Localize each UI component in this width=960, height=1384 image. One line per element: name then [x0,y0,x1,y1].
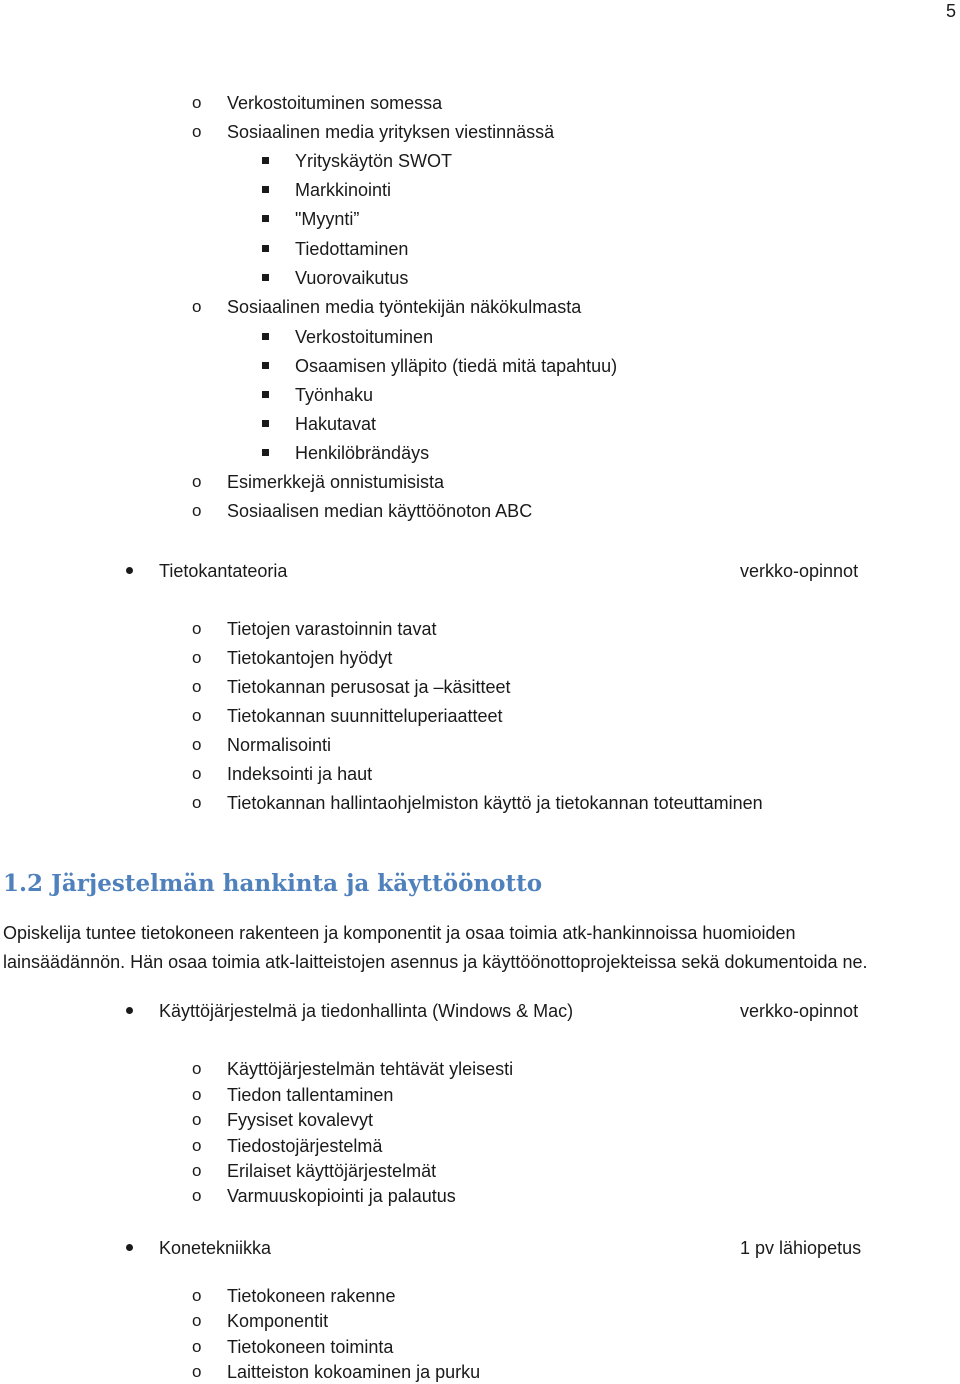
circle-bullet-icon: o [192,1362,202,1381]
circle-bullet-icon: o [192,735,202,754]
list-item: Markkinointi [295,180,392,200]
circle-bullet-icon: o [192,793,202,812]
section-title: Käyttöjärjestelmä ja tiedonhallinta (Windows & Mac) [159,1001,574,1021]
list-item: Tietokannan hallintaohjelmiston käyttö ja tietokannan toteuttaminen [227,793,763,813]
list-item: Esimerkkejä onnistumisista [227,472,445,492]
list-item: Henkilöbrändäys [295,443,430,463]
paragraph-line: lainsäädännön. Hän osaa toimia atk-laitteistojen asennus ja käyttöönottoprojekteissa sekä dokumentoida ne. [3,952,868,972]
list-item: Tiedottaminen [295,239,409,259]
square-bullet-icon [262,245,269,252]
bullet-dot-icon [126,1244,133,1251]
list-item: Laitteiston kokoaminen ja purku [227,1362,481,1382]
list-item: Yrityskäytön SWOT [295,151,453,171]
list-item: Tietokannan perusosat ja –käsitteet [227,677,511,697]
square-bullet-icon [262,186,269,193]
list-item: Tietokoneen rakenne [227,1286,396,1306]
list-item: Komponentit [227,1311,329,1331]
circle-bullet-icon: o [192,764,202,783]
circle-bullet-icon: o [192,706,202,725]
list-item: Indeksointi ja haut [227,764,373,784]
list-item: Tietokoneen toiminta [227,1337,394,1357]
circle-bullet-icon: o [192,1186,202,1205]
list-item: Sosiaalisen median käyttöönoton ABC [227,501,533,521]
square-bullet-icon [262,362,269,369]
list-item: Fyysiset kovalevyt [227,1110,374,1130]
circle-bullet-icon: o [192,1085,202,1104]
list-item: "Myynti” [295,209,360,229]
bullet-dot-icon [126,1007,133,1014]
page-number: 5 [945,1,956,21]
circle-bullet-icon: o [192,1136,202,1155]
square-bullet-icon [262,420,269,427]
section-title: Tietokantateoria [159,561,288,581]
list-item: Sosiaalinen media yrityksen viestinnässä [227,122,555,142]
circle-bullet-icon: o [192,501,202,520]
circle-bullet-icon: o [192,1286,202,1305]
section-mode: verkko-opinnot [740,1001,859,1021]
list-item: Tietokannan suunnitteluperiaatteet [227,706,503,726]
section-title: Konetekniikka [159,1238,272,1258]
circle-bullet-icon: o [192,1161,202,1180]
circle-bullet-icon: o [192,677,202,696]
circle-bullet-icon: o [192,93,202,112]
circle-bullet-icon: o [192,1059,202,1078]
list-item: Käyttöjärjestelmän tehtävät yleisesti [227,1059,514,1079]
paragraph-line: Opiskelija tuntee tietokoneen rakenteen ja komponentit ja osaa toimia atk-hankinnoissa huomioiden [3,923,796,943]
list-item: Vuorovaikutus [295,268,409,288]
circle-bullet-icon: o [192,648,202,667]
list-item: Sosiaalinen media työntekijän näkökulmasta [227,297,582,317]
list-item: Työnhaku [295,385,374,405]
list-item: Verkostoituminen [295,327,434,347]
square-bullet-icon [262,157,269,164]
list-item: Osaamisen ylläpito (tiedä mitä tapahtuu) [295,356,618,376]
bullet-dot-icon [126,567,133,574]
circle-bullet-icon: o [192,1311,202,1330]
list-item: Verkostoituminen somessa [227,93,443,113]
list-item: Tiedon tallentaminen [227,1085,394,1105]
square-bullet-icon [262,333,269,340]
square-bullet-icon [262,274,269,281]
square-bullet-icon [262,391,269,398]
list-item: Tiedostojärjestelmä [227,1136,383,1156]
square-bullet-icon [262,449,269,456]
circle-bullet-icon: o [192,1337,202,1356]
circle-bullet-icon: o [192,472,202,491]
section-mode: 1 pv lähiopetus [740,1238,862,1258]
circle-bullet-icon: o [192,122,202,141]
circle-bullet-icon: o [192,1110,202,1129]
list-item: Normalisointi [227,735,332,755]
section-heading: 1.2 Järjestelmän hankinta ja käyttöönotto [3,870,543,897]
list-item: Tietojen varastoinnin tavat [227,619,437,639]
section-mode: verkko-opinnot [740,561,859,581]
list-item: Erilaiset käyttöjärjestelmät [227,1161,437,1181]
list-item: Varmuuskopiointi ja palautus [227,1186,456,1206]
square-bullet-icon [262,215,269,222]
circle-bullet-icon: o [192,619,202,638]
list-item: Tietokantojen hyödyt [227,648,393,668]
list-item: Hakutavat [295,414,377,434]
circle-bullet-icon: o [192,297,202,316]
